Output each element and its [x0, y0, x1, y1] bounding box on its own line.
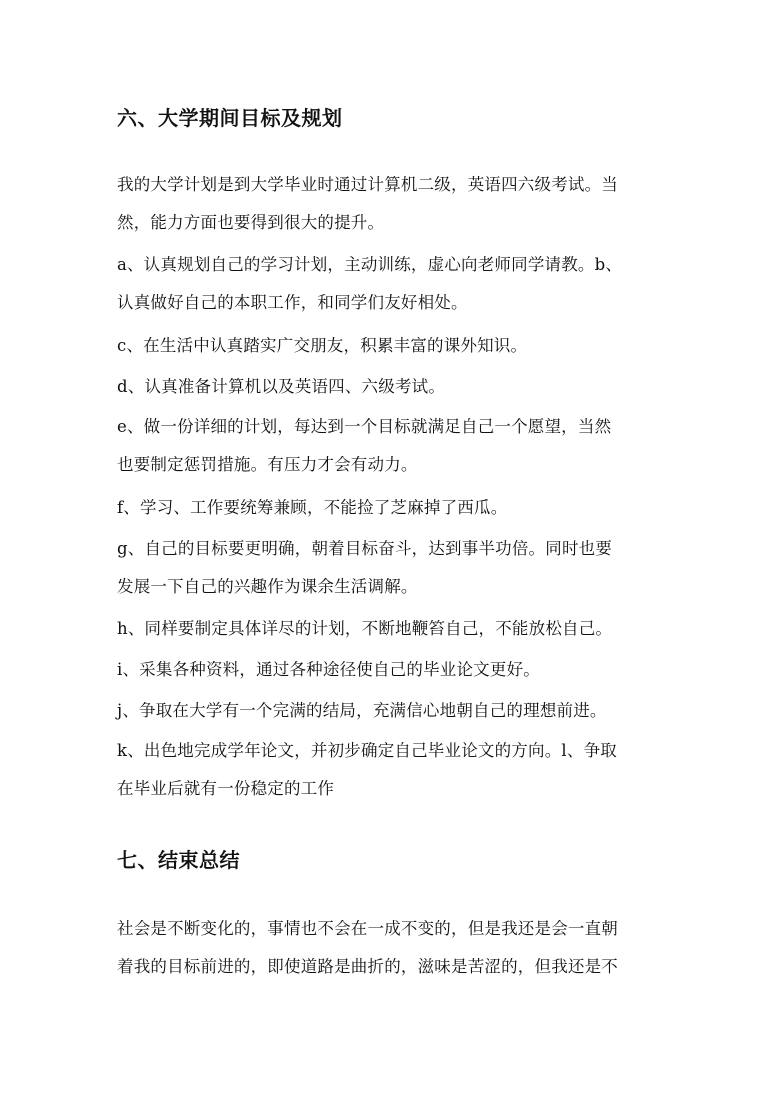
text-line: 社会是不断变化的，事情也不会在一成不变的，但是我还是会一直朝	[117, 919, 618, 938]
paragraph-item-e	[117, 408, 659, 484]
text-line: c、在生活中认真踏实广交朋友，积累丰富的课外知识。	[117, 336, 528, 355]
text-line: 在毕业后就有一份稳定的工作	[117, 779, 335, 798]
text-line: 然，能力方面也要得到很大的提升。	[117, 213, 385, 232]
paragraph-item-i	[117, 651, 659, 689]
text-line: d、认真准备计算机以及英语四、六级考试。	[117, 377, 446, 396]
text-line: 认真做好自己的本职工作，和同学们友好相处。	[117, 293, 468, 312]
text-line: k、出色地完成学年论文，并初步确定自己毕业论文的方向。l、争取	[117, 741, 617, 760]
text-line: j、争取在大学有一个完满的结局，充满信心地朝自己的理想前进。	[117, 701, 607, 720]
paragraph-item-a-b	[117, 246, 659, 322]
text-line: g、自己的目标要更明确，朝着目标奋斗，达到事半功倍。同时也要	[117, 539, 613, 558]
text-line: 发展一下自己的兴趣作为课余生活调解。	[117, 577, 418, 596]
paragraph-item-j	[117, 692, 659, 730]
paragraph-item-g	[117, 530, 659, 606]
paragraph-plan-intro	[117, 166, 659, 242]
text-line: 我的大学计划是到大学毕业时通过计算机二级，英语四六级考试。当	[117, 175, 618, 194]
text-line: h、同样要制定具体详尽的计划，不断地鞭笞自己，不能放松自己。	[117, 619, 613, 638]
section-heading-summary: 七、结束总结	[117, 848, 240, 872]
text-line: i、采集各种资料，通过各种途径使自己的毕业论文更好。	[117, 660, 540, 679]
paragraph-summary	[117, 910, 659, 986]
paragraph-item-h	[117, 610, 659, 648]
section-heading-goals: 六、大学期间目标及规划	[117, 106, 343, 130]
paragraph-item-f	[117, 489, 659, 527]
paragraph-item-c	[117, 327, 659, 365]
paragraph-item-k-l	[117, 732, 659, 808]
paragraph-item-d	[117, 368, 659, 406]
text-line: a、认真规划自己的学习计划，主动训练，虚心向老师同学请教。b、	[117, 255, 623, 274]
text-line: 着我的目标前进的，即使道路是曲折的，滋味是苦涩的，但我还是不	[117, 957, 618, 976]
text-line: 也要制定惩罚措施。有压力才会有动力。	[117, 455, 418, 474]
text-line: f、学习、工作要统筹兼顾，不能捡了芝麻掉了西瓜。	[117, 498, 508, 517]
text-line: e、做一份详细的计划，每达到一个目标就满足自己一个愿望，当然	[117, 417, 612, 436]
